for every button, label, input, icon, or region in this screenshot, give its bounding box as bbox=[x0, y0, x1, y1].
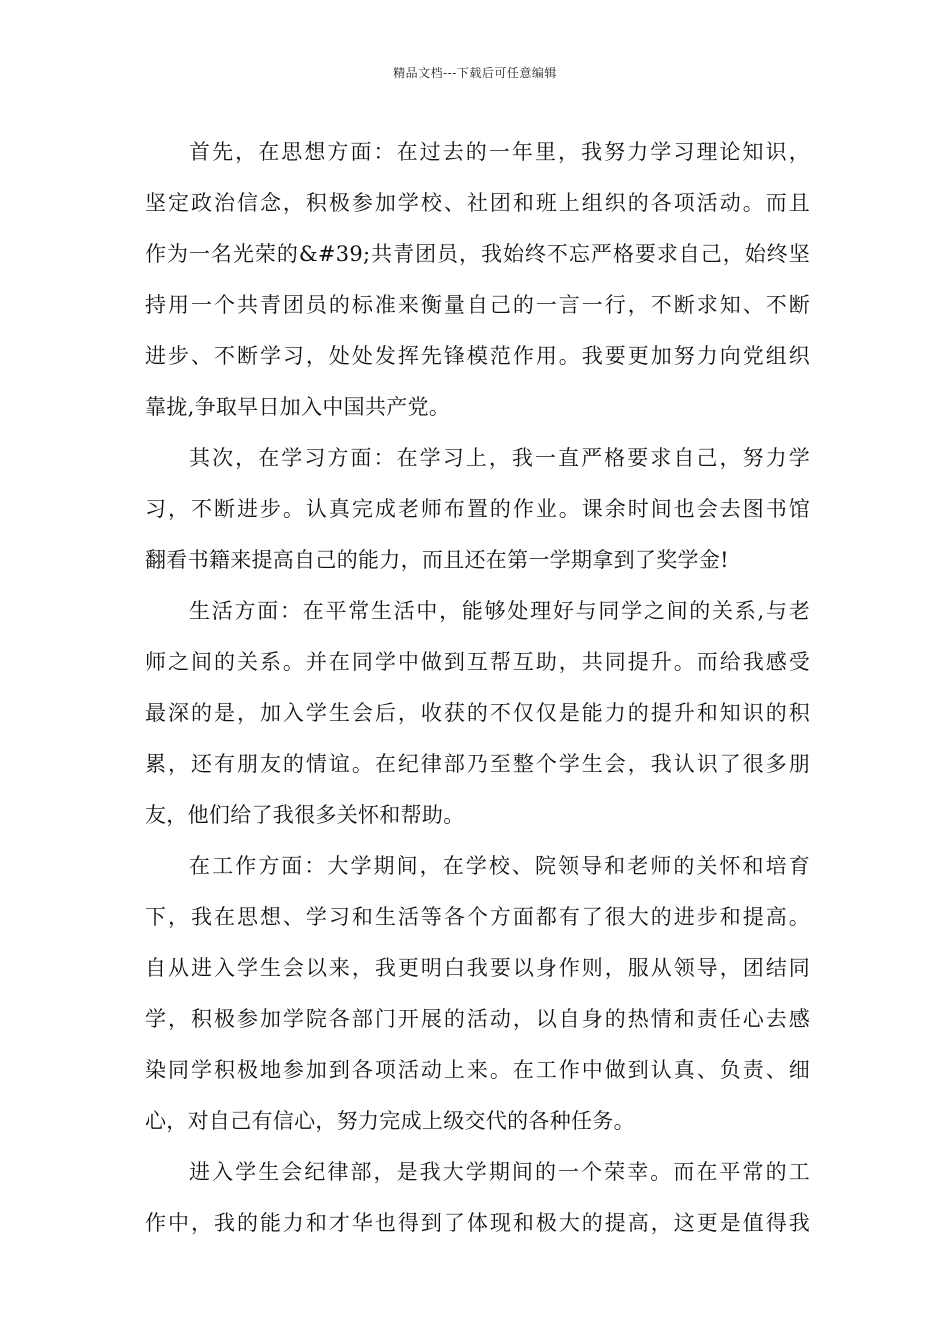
paragraph-line: 首先，在思想方面：在过去的一年里，我努力学习理论知识， bbox=[189, 140, 810, 164]
paragraph-line: 心，对自己有信心，努力完成上级交代的各种任务。 bbox=[145, 1109, 635, 1133]
paragraph-line: 染同学积极地参加到各项活动上来。在工作中做到认真、负责、细 bbox=[145, 1058, 810, 1082]
paragraph-line: 在工作方面：大学期间，在学校、院领导和老师的关怀和培育 bbox=[189, 854, 810, 878]
paragraph-line: 最深的是，加入学生会后，收获的不仅仅是能力的提升和知识的积 bbox=[145, 701, 810, 725]
paragraph-line: 进入学生会纪律部，是我大学期间的一个荣幸。而在平常的工 bbox=[189, 1160, 810, 1184]
paragraph-line: 习，不断进步。认真完成老师布置的作业。课余时间也会去图书馆 bbox=[145, 497, 810, 521]
paragraph-line: 进步、不断学习，处处发挥先锋模范作用。我要更加努力向党组织 bbox=[145, 344, 810, 368]
paragraph-line: 师之间的关系。并在同学中做到互帮互助，共同提升。而给我感受 bbox=[145, 650, 810, 674]
paragraph-line: 持用一个共青团员的标准来衡量自己的一言一行，不断求知、不断 bbox=[145, 293, 810, 317]
document-body bbox=[145, 127, 810, 1249]
paragraph-line: 靠拢,争取早日加入中国共产党。 bbox=[145, 395, 451, 419]
paragraph-line: 学，积极参加学院各部门开展的活动，以自身的热情和责任心去感 bbox=[145, 1007, 810, 1031]
paragraph-line: 自从进入学生会以来，我更明白我要以身作则，服从领导，团结同 bbox=[145, 956, 810, 980]
paragraph-line: 下，我在思想、学习和生活等各个方面都有了很大的进步和提高。 bbox=[145, 905, 810, 929]
paragraph-line: 其次，在学习方面：在学习上，我一直严格要求自己，努力学 bbox=[189, 446, 810, 470]
paragraph-line: 累，还有朋友的情谊。在纪律部乃至整个学生会，我认识了很多朋 bbox=[145, 752, 810, 776]
paragraph-line: 友，他们给了我很多关怀和帮助。 bbox=[145, 803, 465, 827]
paragraph-line: 生活方面：在平常生活中，能够处理好与同学之间的关系,与老 bbox=[189, 599, 810, 623]
page-header: 精品文档---下载后可任意编辑 bbox=[393, 66, 557, 80]
paragraph-line: 坚定政治信念，积极参加学校、社团和班上组织的各项活动。而且 bbox=[145, 191, 810, 215]
paragraph-line: 翻看书籍来提高自己的能力，而且还在第一学期拿到了奖学金! bbox=[145, 548, 729, 572]
paragraph-line: 作为一名光荣的&#39;共青团员，我始终不忘严格要求自己，始终坚 bbox=[145, 242, 810, 266]
paragraph-line: 作中，我的能力和才华也得到了体现和极大的提高，这更是值得我 bbox=[145, 1211, 810, 1235]
